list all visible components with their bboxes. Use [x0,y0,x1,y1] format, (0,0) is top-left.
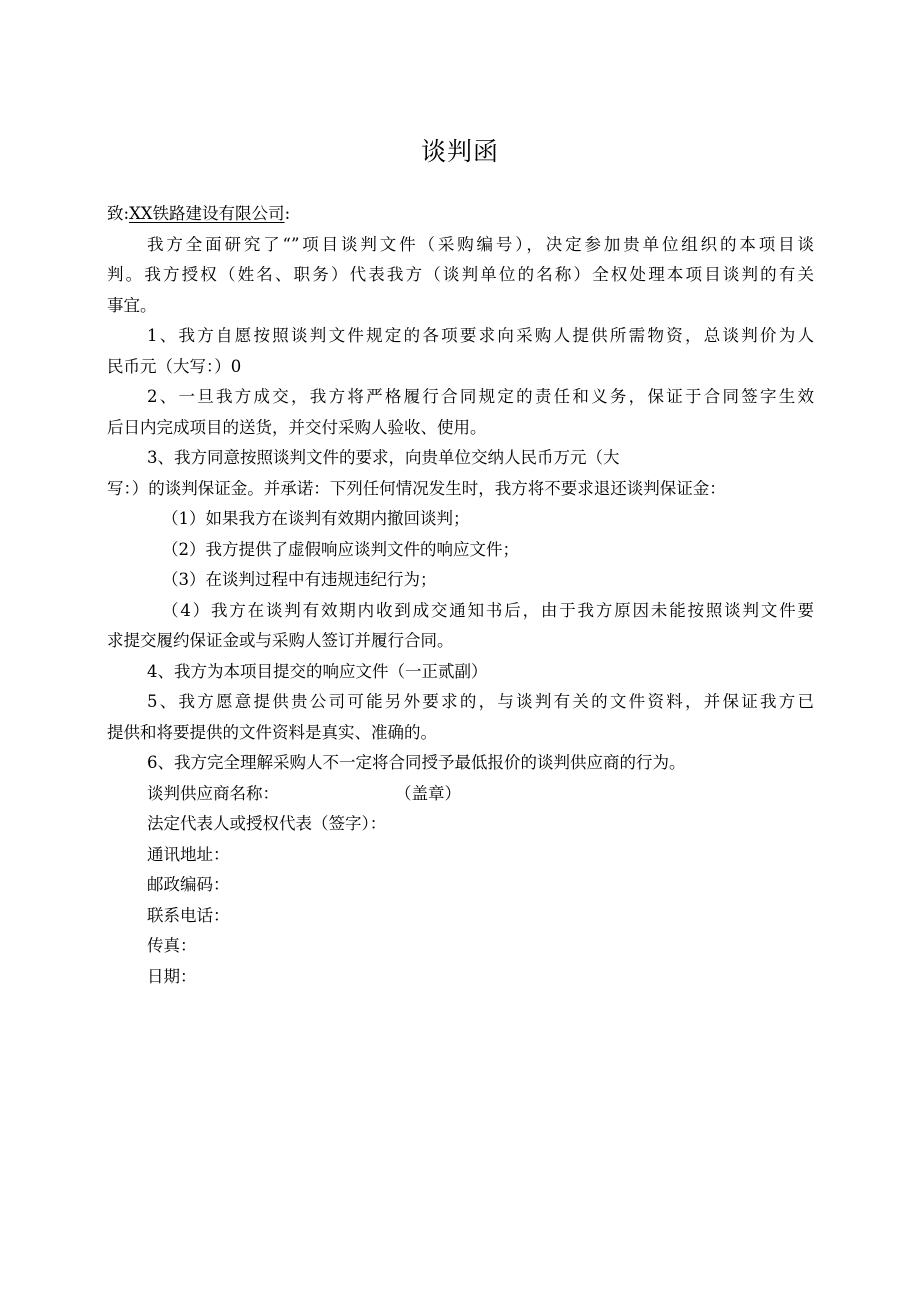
sub-clause-3: （3）在谈判过程中有违规违纪行为； [162,570,437,589]
clause-6: 6、我方完全理解采购人不一定将合同授予最低报价的谈判供应商的行为。 [147,753,686,772]
fax-label: 传真： [147,936,197,955]
clause-5-line: 5、我方愿意提供贵公司可能另外要求的，与谈判有关的文件资料，并保证我方已 [147,692,814,711]
clause-5-line: 提供和将要提供的文件资料是真实、准确的。 [107,722,437,742]
addressee-company: XX铁路建设有限公司 [129,204,285,223]
clause-3-line: 3、我方同意按照谈判文件的要求，向贵单位交纳人民币万元（大 [147,448,620,467]
representative-label: 法定代表人或授权代表（签字）： [147,814,387,833]
addressee-suffix: : [284,204,291,223]
date-label: 日期： [147,966,197,986]
intro-line: 事宜。 [107,295,157,315]
sub-clause-2: （2）我方提供了虚假响应谈判文件的响应文件； [162,539,519,559]
sub-clause-1: （1）如果我方在谈判有效期内撤回谈判； [162,509,470,528]
phone-label: 联系电话： [147,905,230,925]
seal-label: （盖章） [395,783,461,803]
document-title: 谈判函 [420,137,499,166]
supplier-name-line [107,779,814,810]
postal-code-label: 邮政编码： [147,875,230,894]
addressee-prefix: 致: [107,204,130,223]
letter-body [107,199,814,992]
addressee-line [107,199,814,230]
clause-3-line: 写：）的谈判保证金。并承诺：下列任何情况发生时，我方将不要求退还谈判保证金： [107,478,726,498]
supplier-name-label: 谈判供应商名称： [147,783,279,803]
clause-4: 4、我方为本项目提交的响应文件（一正贰副） [147,661,488,681]
clause-1-line: 民币元（大写：）0 [107,356,242,376]
intro-line: 我方全面研究了“”项目谈判文件（采购编号），决定参加贵单位组织的本项目谈 [147,234,814,254]
clause-1-line: 1、我方自愿按照谈判文件规定的各项要求向采购人提供所需物资，总谈判价为人 [147,326,814,345]
intro-line: 判。我方授权（姓名、职务）代表我方（谈判单位的名称）全权处理本项目谈判的有关 [107,265,814,284]
sub-clause-4-line: 求提交履约保证金或与采购人签订并履行合同。 [107,631,454,650]
address-label: 通讯地址： [147,844,230,864]
clause-2-line: 2、一旦我方成交，我方将严格履行合同规定的责任和义务，保证于合同签字生效 [147,387,814,406]
sub-clause-4-line: （4）我方在谈判有效期内收到成交通知书后，由于我方原因未能按照谈判文件要 [162,600,814,620]
clause-2-line: 后日内完成项目的送货，并交付采购人验收、使用。 [107,417,487,437]
